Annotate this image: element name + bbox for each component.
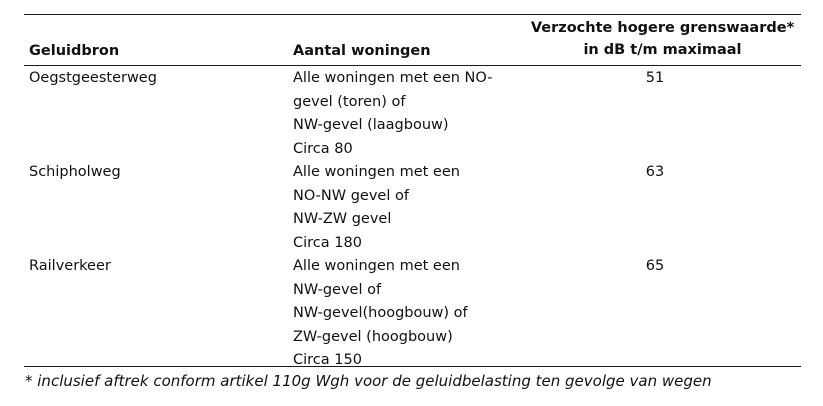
table-bottom-rule bbox=[24, 366, 801, 367]
row-woningen-line: gevel (toren) of bbox=[293, 93, 406, 110]
header-aantal-woningen: Aantal woningen bbox=[293, 43, 431, 59]
row-grenswaarde: 51 bbox=[645, 70, 665, 86]
footnote: * inclusief aftrek conform artikel 110g Wgh voor de geluidbelasting ten gevolge van wegen bbox=[25, 372, 712, 390]
row-grenswaarde: 63 bbox=[645, 164, 665, 180]
row-woningen bbox=[293, 161, 533, 255]
row-woningen-line: Alle woningen met een bbox=[293, 164, 460, 180]
row-woningen-line: Circa 150 bbox=[293, 352, 362, 368]
row-woningen-line: NW-gevel of bbox=[293, 281, 382, 298]
header-grenswaarde-line1: Verzochte hogere grenswaarde* bbox=[530, 20, 795, 36]
row-woningen-line: Circa 180 bbox=[293, 234, 362, 251]
header-grenswaarde-line2: in dB t/m maximaal bbox=[583, 42, 742, 58]
table-top-rule bbox=[24, 14, 801, 15]
row-woningen bbox=[293, 255, 533, 373]
row-woningen-line: NO-NW gevel of bbox=[293, 187, 409, 204]
row-woningen-line: NW-ZW gevel bbox=[293, 211, 392, 227]
header-grenswaarde bbox=[524, 17, 801, 61]
row-woningen bbox=[293, 67, 533, 161]
row-woningen-line: NW-gevel (laagbouw) bbox=[293, 117, 449, 133]
header-rule bbox=[24, 65, 801, 66]
row-geluidbron: Oegstgeesterweg bbox=[29, 70, 157, 86]
row-grenswaarde: 65 bbox=[645, 258, 665, 274]
row-geluidbron: Schipholweg bbox=[29, 164, 121, 180]
row-woningen-line: Alle woningen met een bbox=[293, 258, 460, 274]
row-geluidbron: Railverkeer bbox=[29, 258, 111, 274]
row-woningen-line: ZW-gevel (hoogbouw) bbox=[293, 328, 453, 345]
row-woningen-line: NW-gevel(hoogbouw) of bbox=[293, 305, 468, 321]
row-woningen-line: Circa 80 bbox=[293, 140, 353, 157]
row-woningen-line: Alle woningen met een NO- bbox=[293, 70, 493, 86]
header-geluidbron: Geluidbron bbox=[29, 43, 120, 59]
